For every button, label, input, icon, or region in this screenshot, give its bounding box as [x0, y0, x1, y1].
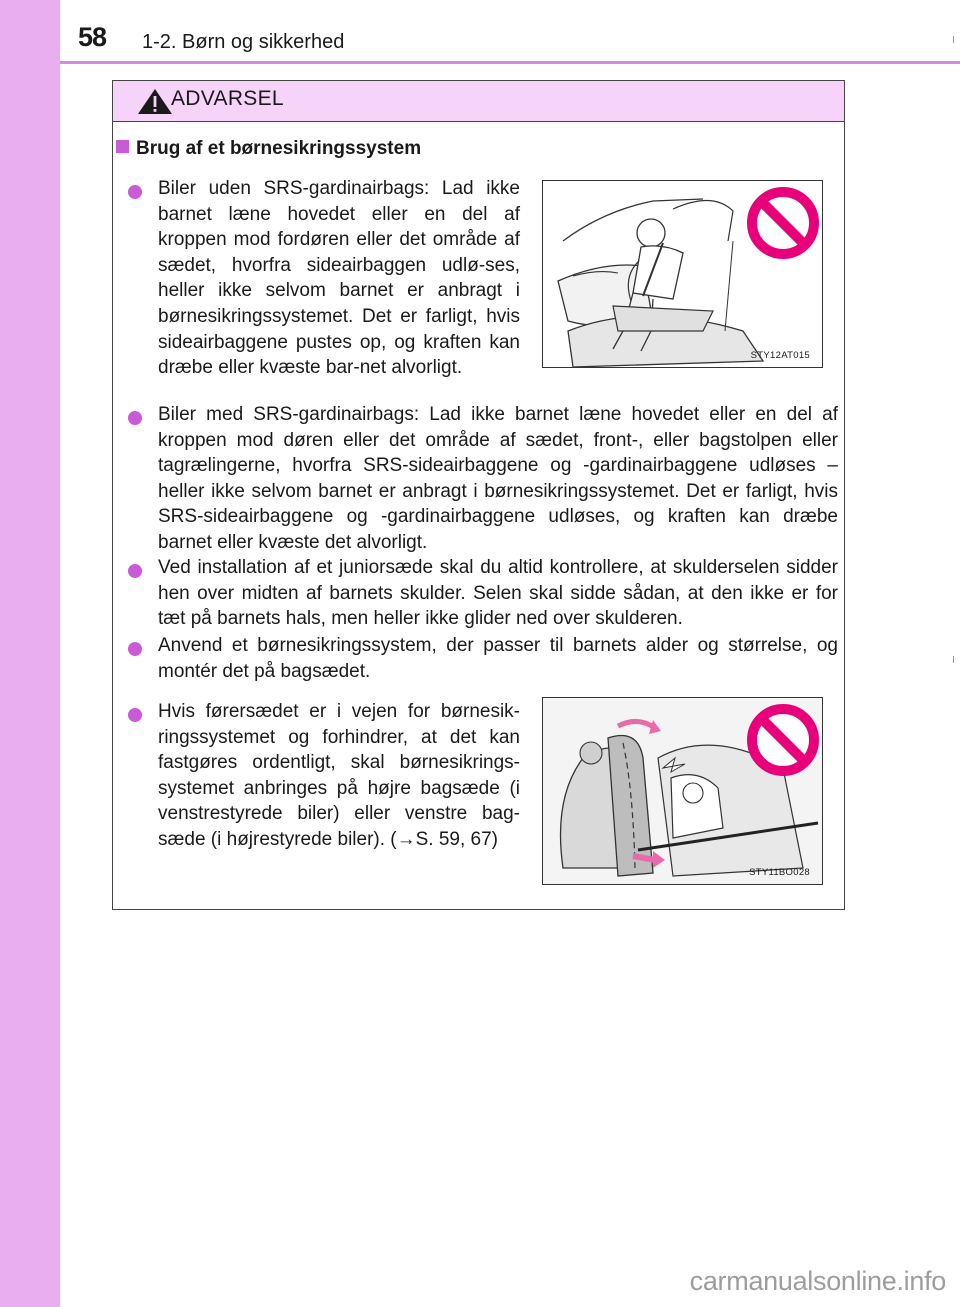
bullet-icon: [128, 564, 142, 578]
square-bullet-icon: [116, 140, 129, 153]
warning-subheading: [116, 138, 421, 160]
illustration-child-leaning-on-door: [542, 180, 823, 368]
warning-item: Biler uden SRS-gardinairbags: Lad ikke barnet læne hovedet eller en del af kroppen mod fordøren eller det område af sædet, hvorfra sideairbaggen udlø-ses, heller ikke selvom barnet er anbragt i børnesikringssystemet. Det er farligt, hvis sideairbaggene pustes op, og kraften kan dræbe eller kvæste bar-net alvorligt.: [158, 178, 520, 379]
bullet-icon: [128, 708, 142, 722]
warning-header: [113, 81, 844, 122]
warning-item: Ved installation af et juniorsæde skal du altid kontrollere, at skulderselen sidder hen over midten af barnets skulder. Selen skal sidde sådan, at den ikke er for tæt på barnets hals, men heller ikke glider ned over skulderen.: [158, 557, 838, 630]
figure-code: STY12AT015: [750, 350, 810, 361]
illustration-driver-seat-blocking: [542, 697, 823, 885]
page-number: 58: [78, 22, 107, 52]
subheading-text: Brug af et børnesikringssystem: [136, 138, 422, 159]
bullet-icon: [128, 411, 142, 425]
side-color-strip: [0, 0, 60, 1307]
edge-tick: [953, 36, 954, 43]
edge-tick: [953, 656, 954, 663]
warning-item: Anvend et børnesikringssystem, der passer til barnets alder og størrelse, og montér det på bagsædet.: [158, 635, 838, 682]
warning-item: Hvis førersædet er i vejen for børnesik-ringssystemet og forhindrer, at det kan fastgøres ordentligt, skal børnesikrings-systemet anbringes på højre bagsæde (i venstrestyrede biler) eller venstre bag-sæde (i højrestyrede biler). (→S. 59, 67): [158, 701, 520, 850]
section-title: 1-2. Børn og sikkerhed: [142, 31, 345, 53]
rear-seat-illustration: [543, 698, 823, 885]
watermark: carmanualsonline.info: [689, 1266, 946, 1296]
warning-box: [112, 80, 845, 910]
bullet-icon: [128, 642, 142, 656]
warning-item: Biler med SRS-gardinairbags: Lad ikke barnet læne hovedet eller en del af kroppen mod døren eller det område af sædet, front-, eller bagstolpen eller tagrælingerne, hvorfra SRS-sideairbaggene og -gardinairbaggene udløses – heller ikke selvom barnet er anbragt i børnesikringssystemet. Det er farligt, hvis SRS-sideairbaggene og -gardinairbaggene udløses, og kraften kan dræbe barnet eller kvæste det alvorligt.: [158, 404, 838, 553]
figure-code: STY11BO028: [749, 867, 810, 878]
bullet-icon: [128, 185, 142, 199]
warning-label: ADVARSEL: [171, 87, 284, 110]
header-rule: [60, 61, 960, 64]
child-seat-illustration: [543, 181, 823, 368]
warning-triangle-icon: [137, 88, 173, 115]
